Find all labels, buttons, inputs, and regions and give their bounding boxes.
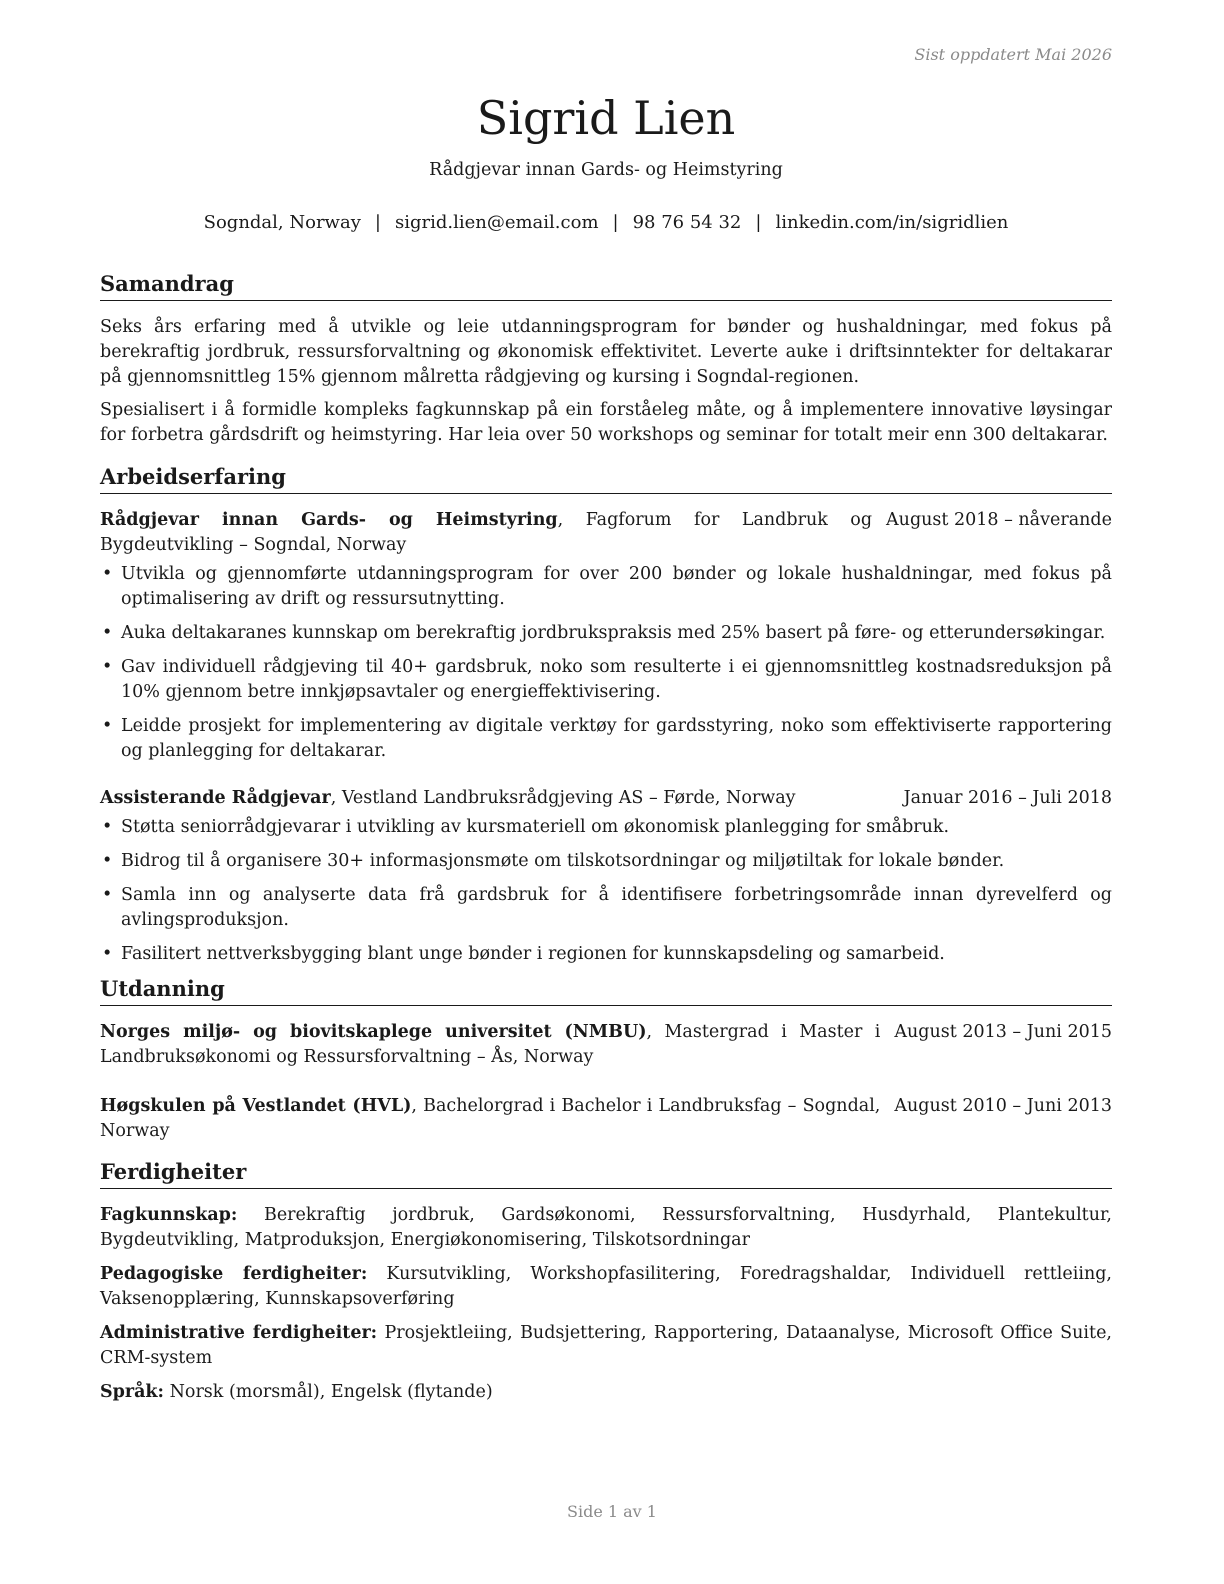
education-section <box>100 975 1112 1144</box>
last-updated: Sist oppdatert Mai 2026 <box>914 45 1112 64</box>
skill-value: Norsk (morsmål), Engelsk (flytande) <box>164 1382 493 1402</box>
job-entry <box>100 786 1112 967</box>
education-dates: August 2010 – Juni 2013 <box>894 1096 1112 1116</box>
list-item: • Samla inn og analyserte data frå gardsbruk for å identifisere forbetringsområde innan dyrevelferd og avlingsproduksjon. <box>100 883 1112 933</box>
job-role: Rådgjevar innan Gards- og Heimstyring <box>100 510 558 530</box>
job-dates: Januar 2016 – Juli 2018 <box>903 788 1112 808</box>
degree: , Mastergrad i Master i Landbruksøkonomi og Ressursforvaltning – Ås, Norway <box>100 1022 881 1067</box>
job-employer: , Fagforum for Landbruk og Bygdeutvikling – Sogndal, Norway <box>100 510 873 555</box>
summary-paragraph: Spesialisert i å formidle kompleks fagkunnskap på ein forståeleg måte, og å implementere innovative løysingar for forbetra gårdsdrift og heimstyring. Har leia over 50 workshops og seminar for totalt meir enn 300 deltakarar. <box>100 400 1112 445</box>
page-number: Side 1 av 1 <box>567 1502 657 1521</box>
job-bullets <box>100 562 1112 764</box>
skill-value: Berekraftig jordbruk, Gardsøkonomi, Ressursforvaltning, Husdyrhald, Plantekultur, Bygdeutvikling, Matproduksjon, Energiøkonomisering, Tilskotsordningar <box>100 1205 1112 1250</box>
school-name: Norges miljø- og biovitskaplege universitet (NMBU) <box>100 1022 647 1042</box>
skill-line <box>100 1321 1112 1371</box>
separator: | <box>755 212 762 233</box>
job-header <box>100 786 1112 811</box>
summary-section <box>100 270 1112 448</box>
contact-line <box>100 212 1112 233</box>
job-header <box>100 508 1112 558</box>
phone: 98 76 54 32 <box>632 212 742 233</box>
skills-section <box>100 1158 1112 1414</box>
job-entry <box>100 508 1112 764</box>
list-item: • Auka deltakaranes kunnskap om berekraftig jordbrukspraksis med 25% basert på føre- og etterundersøkingar. <box>100 621 1112 646</box>
list-item: • Leidde prosjekt for implementering av digitale verktøy for gardsstyring, noko som effektiviserte rapportering og planlegging for deltakarar. <box>100 714 1112 764</box>
list-item: • Utvikla og gjennomførte utdanningsprogram for over 200 bønder og lokale hushaldningar, med fokus på optimalisering av drift og ressursutnytting. <box>100 562 1112 612</box>
skill-line <box>100 1380 1112 1405</box>
list-item: • Bidrog til å organisere 30+ informasjonsmøte om tilskotsordningar og miljøtiltak for lokale bønder. <box>100 849 1112 874</box>
skill-value: Prosjektleiing, Budsjettering, Rapportering, Dataanalyse, Microsoft Office Suite, CRM-system <box>100 1323 1112 1368</box>
separator: | <box>612 212 619 233</box>
list-item: • Støtta seniorrådgjevarar i utvikling av kursmateriell om økonomisk planlegging for småbruk. <box>100 815 1112 840</box>
section-heading-skills: Ferdigheiter <box>100 1158 1112 1189</box>
education-dates: August 2013 – Juni 2015 <box>894 1022 1112 1042</box>
email-link[interactable]: sigrid.lien@email.com <box>394 212 599 233</box>
section-heading-education: Utdanning <box>100 975 1112 1006</box>
job-bullets <box>100 815 1112 967</box>
job-dates: August 2018 – nåverande <box>886 510 1112 530</box>
skill-label: Fagkunnskap: <box>100 1205 238 1225</box>
education-entry <box>100 1020 1112 1070</box>
job-employer: , Vestland Landbruksrådgjeving AS – Førde, Norway <box>330 788 796 808</box>
location: Sogndal, Norway <box>203 212 361 233</box>
skill-value: Kursutvikling, Workshopfasilitering, Foredragshaldar, Individuell rettleiing, Vaksenopplæring, Kunnskapsoverføring <box>100 1264 1112 1309</box>
summary-paragraph: Seks års erfaring med å utvikle og leie utdanningsprogram for bønder og hushaldningar, med fokus på berekraftig jordbruk, ressursforvaltning og økonomisk effektivitet. Leverte auke i driftsinntekter for deltakarar på gjennomsnittleg 15% gjennom målretta rådgjeving og kursing i Sogndal-regionen. <box>100 317 1112 387</box>
person-name: Sigrid Lien <box>476 91 736 145</box>
job-role: Assisterande Rådgjevar <box>100 788 331 808</box>
section-heading-experience: Arbeidserfaring <box>100 463 1112 494</box>
list-item: • Fasilitert nettverksbygging blant unge bønder i regionen for kunnskapsdeling og samarbeid. <box>100 942 1112 967</box>
skill-label: Språk: <box>100 1382 165 1402</box>
list-item: • Gav individuell rådgjeving til 40+ gardsbruk, noko som resulterte i ei gjennomsnittleg kostnadsreduksjon på 10% gjennom betre innkjøpsavtaler og energieffektivisering. <box>100 655 1112 705</box>
separator: | <box>374 212 381 233</box>
resume-page <box>100 0 1112 1402</box>
experience-section <box>100 463 1112 976</box>
skill-label: Pedagogiske ferdigheiter: <box>100 1264 368 1284</box>
section-heading-summary: Samandrag <box>100 270 1112 301</box>
school-name: Høgskulen på Vestlandet (HVL) <box>100 1096 412 1116</box>
skill-line <box>100 1203 1112 1253</box>
job-title: Rådgjevar innan Gards- og Heimstyring <box>429 160 783 180</box>
skill-label: Administrative ferdigheiter: <box>100 1323 378 1343</box>
education-entry <box>100 1094 1112 1144</box>
linkedin-link[interactable]: linkedin.com/in/sigridlien <box>775 212 1009 233</box>
skill-line <box>100 1262 1112 1312</box>
degree: , Bachelorgrad i Bachelor i Landbruksfag – Sogndal, Norway <box>100 1096 881 1141</box>
